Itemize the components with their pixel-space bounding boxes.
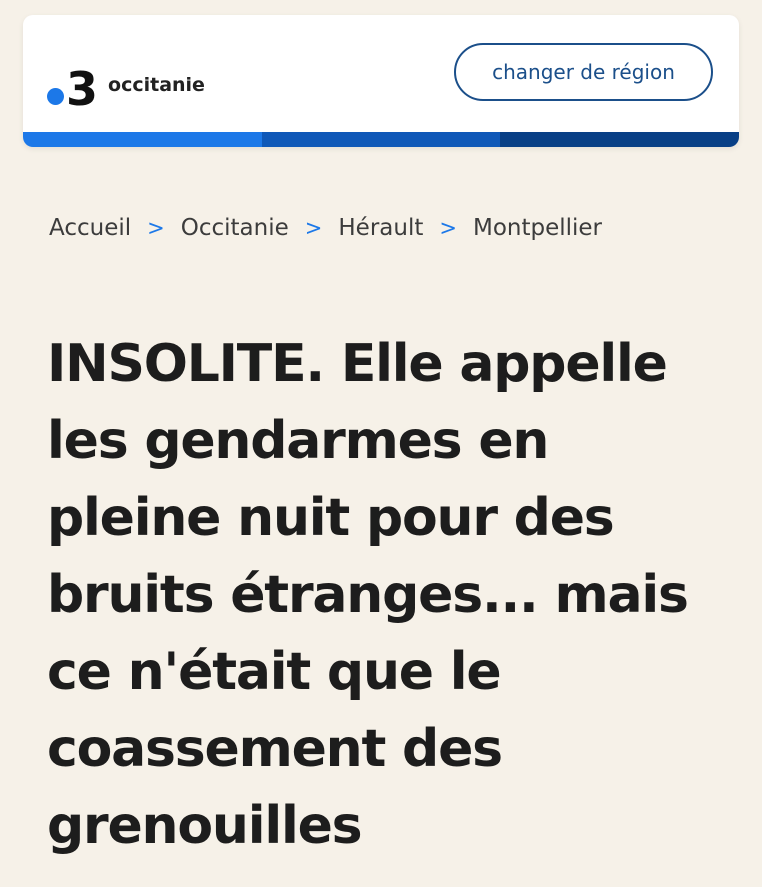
change-region-button[interactable]: [454, 43, 713, 101]
breadcrumb-separator: >: [304, 216, 323, 240]
logo-dot-icon: [47, 88, 64, 105]
breadcrumb-item-montpellier[interactable]: Montpellier: [472, 215, 603, 241]
france3-logo[interactable]: [47, 59, 205, 119]
breadcrumb: [49, 215, 602, 241]
logo-region-name: occitanie: [108, 74, 205, 96]
breadcrumb-item-occitanie[interactable]: Occitanie: [180, 215, 289, 241]
change-region-label: changer de région: [492, 60, 675, 84]
stripe-segment: [262, 132, 501, 147]
article-title: INSOLITE. Elle appelle les gendarmes en pleine nuit pour des bruits étranges... mais ce n'était que le coassement des grenouilles: [47, 334, 688, 856]
site-header: [23, 15, 739, 147]
logo-number: 3: [66, 62, 99, 116]
breadcrumb-separator: >: [147, 216, 165, 240]
header-color-stripe: [23, 132, 739, 147]
stripe-segment: [500, 132, 739, 147]
breadcrumb-item-herault[interactable]: Hérault: [338, 215, 424, 241]
stripe-segment: [23, 132, 262, 147]
breadcrumb-item-accueil[interactable]: Accueil: [49, 215, 132, 241]
breadcrumb-separator: >: [439, 216, 457, 240]
